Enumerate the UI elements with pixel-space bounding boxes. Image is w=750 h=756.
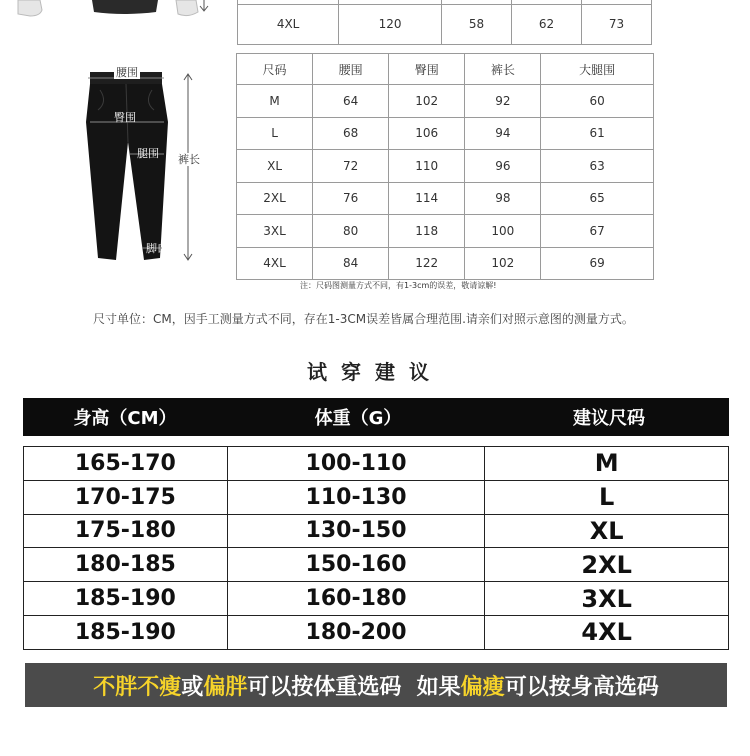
table-cell: 110 — [389, 150, 465, 183]
height-cell: 170-175 — [24, 480, 228, 514]
weight-cell: 130-150 — [227, 514, 485, 548]
table-cell: 92 — [465, 85, 541, 118]
table-cell: L — [237, 117, 313, 150]
table-cell: 3XL — [237, 215, 313, 248]
height-cell: 165-170 — [24, 447, 228, 481]
banner-text: 可以按身高选码 — [504, 674, 659, 700]
table-cell: 114 — [389, 182, 465, 215]
size-cell: L — [485, 480, 729, 514]
table-cell: 62 — [511, 4, 581, 44]
pants-diagram — [78, 62, 210, 270]
table-cell: 67 — [541, 215, 654, 248]
weight-cell: 160-180 — [227, 582, 485, 616]
weight-cell: 150-160 — [227, 548, 485, 582]
table-cell: 118 — [389, 215, 465, 248]
measurement-note: 注：尺码图测量方式不同，有1-3cm的误差，敬请谅解! — [300, 281, 497, 290]
table-header-row — [237, 54, 654, 85]
length-label: 裤长 — [178, 153, 200, 166]
weight-header: 体重（G） — [314, 408, 402, 429]
height-header: 身高（CM） — [73, 408, 177, 429]
table-cell: 96 — [465, 150, 541, 183]
table-cell: 98 — [465, 182, 541, 215]
hem-label: 脚口 — [146, 242, 168, 255]
table-row — [24, 480, 729, 514]
advice-banner — [25, 663, 727, 707]
table-row — [237, 85, 654, 118]
table-cell: 4XL — [238, 4, 339, 44]
table-header-cell: 大腿围 — [541, 54, 654, 85]
table-cell: M — [237, 85, 313, 118]
unit-note: 尺寸单位：CM，因手工测量方式不同，存在1-3CM误差皆属合理范围.请亲们对照示意图的测量方式。 — [93, 312, 634, 326]
table-row — [238, 4, 652, 44]
table-cell: 73 — [581, 4, 651, 44]
shirt-image-crop — [0, 0, 230, 28]
table-header-cell: 尺码 — [237, 54, 313, 85]
section-title: 试穿建议 — [307, 360, 443, 384]
size-cell: M — [485, 447, 729, 481]
pants-icon — [78, 62, 210, 270]
banner-text: 或 — [181, 674, 204, 700]
waist-label: 腰围 — [116, 66, 138, 79]
size-cell: 2XL — [485, 548, 729, 582]
weight-cell: 110-130 — [227, 480, 485, 514]
table-row — [237, 182, 654, 215]
table-cell: 65 — [541, 182, 654, 215]
table-cell: 58 — [441, 4, 511, 44]
height-cell: 175-180 — [24, 514, 228, 548]
size-cell: 4XL — [485, 615, 729, 649]
table-cell: 84 — [313, 247, 389, 280]
table-cell: 63 — [541, 150, 654, 183]
table-row — [237, 150, 654, 183]
table-cell: 76 — [313, 182, 389, 215]
table-cell: 69 — [541, 247, 654, 280]
height-cell: 185-190 — [24, 582, 228, 616]
recommendation-table — [23, 446, 729, 650]
recommendation-header — [23, 398, 729, 436]
table-row — [24, 548, 729, 582]
banner-highlight: 偏瘦 — [460, 674, 505, 700]
table-row — [237, 117, 654, 150]
table-cell: 102 — [389, 85, 465, 118]
table-header-cell: 腰围 — [313, 54, 389, 85]
thigh-label: 腿围 — [137, 147, 159, 160]
height-cell: 185-190 — [24, 615, 228, 649]
size-cell: 3XL — [485, 582, 729, 616]
table-cell: 106 — [389, 117, 465, 150]
pants-size-table — [236, 53, 654, 280]
table-cell: 72 — [313, 150, 389, 183]
table-cell: 102 — [465, 247, 541, 280]
height-cell: 180-185 — [24, 548, 228, 582]
table-cell: 120 — [339, 4, 442, 44]
banner-highlight: 不胖不瘦 — [93, 674, 182, 700]
table-cell: 68 — [313, 117, 389, 150]
table-row — [237, 247, 654, 280]
size-cell: XL — [485, 514, 729, 548]
table-cell: 80 — [313, 215, 389, 248]
table-cell: 4XL — [237, 247, 313, 280]
table-cell: 100 — [465, 215, 541, 248]
weight-cell: 180-200 — [227, 615, 485, 649]
table-row — [237, 215, 654, 248]
table-row — [24, 514, 729, 548]
table-cell: 61 — [541, 117, 654, 150]
table-row — [24, 447, 729, 481]
table-row — [24, 582, 729, 616]
weight-cell: 100-110 — [227, 447, 485, 481]
table-header-cell: 裤长 — [465, 54, 541, 85]
table-cell: 2XL — [237, 182, 313, 215]
table-cell: 122 — [389, 247, 465, 280]
table-cell: 94 — [465, 117, 541, 150]
table-row — [24, 615, 729, 649]
size-header: 建议尺码 — [573, 408, 645, 429]
table-cell: XL — [237, 150, 313, 183]
hip-label: 臀围 — [114, 111, 136, 124]
top-size-table-fragment — [237, 0, 652, 45]
table-header-cell: 臀围 — [389, 54, 465, 85]
banner-text: 可以按体重选码 如果 — [247, 674, 461, 700]
table-cell: 64 — [313, 85, 389, 118]
banner-highlight: 偏胖 — [203, 674, 248, 700]
table-cell: 60 — [541, 85, 654, 118]
